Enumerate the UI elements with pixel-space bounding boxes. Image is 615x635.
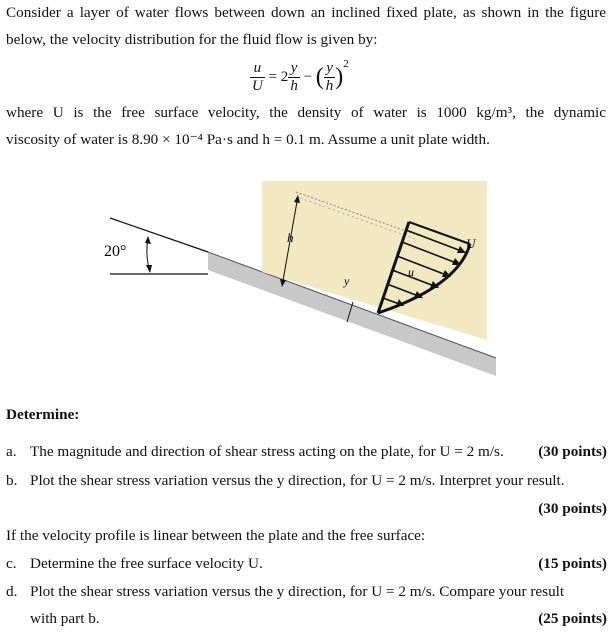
angle-arrow-bottom	[146, 265, 152, 273]
eq-minus: −	[303, 68, 313, 85]
where-line-1: where U is the free surface velocity, the density of water is 1000 kg/m³, the dynamic	[6, 104, 606, 121]
eq-term1-den: h	[290, 78, 298, 94]
part-a-text: The magnitude and direction of shear stress acting on the plate, for U = 2 m/s.	[30, 443, 504, 460]
eq-lhs-num: u	[253, 60, 262, 76]
part-d-text-2: with part b.	[30, 610, 100, 627]
part-b-label: b.	[6, 472, 18, 489]
determine-heading: Determine:	[6, 406, 80, 423]
part-d	[6, 583, 564, 601]
eq-exponent: 2	[343, 57, 349, 70]
where-line-2: viscosity of water is 8.90 × 10⁻⁴ Pa·s and h = 0.1 m. Assume a unit plate width.	[6, 131, 490, 148]
linear-intro: If the velocity profile is linear between the plate and the free surface:	[6, 527, 426, 544]
U-label: U	[466, 236, 476, 251]
eq-lhs-den: U	[252, 78, 263, 94]
part-c-points: (15 points)	[538, 555, 607, 572]
part-c-label: c.	[6, 555, 17, 572]
eq-coef: = 2	[268, 68, 289, 85]
part-b	[6, 472, 565, 490]
part-c	[6, 555, 263, 573]
angle-label: 20°	[104, 243, 127, 260]
part-d-text: Plot the shear stress variation versus the y direction, for U = 2 m/s. Compare your result	[30, 583, 565, 600]
part-b-text: Plot the shear stress variation versus the y direction, for U = 2 m/s. Interpret your result.	[30, 472, 565, 489]
intro-line-2: below, the velocity distribution for the fluid flow is given by:	[6, 31, 378, 48]
u-label: u	[408, 265, 414, 279]
velocity-equation: $\frac{u}{U}$ = 2 $\frac{y}{h}$ − ( $\frac{y}{h}$ )$^2$	[252, 57, 349, 94]
part-b-points: (30 points)	[538, 500, 607, 517]
y-label: y	[344, 274, 350, 288]
angle-arrow-top	[145, 236, 151, 244]
part-d-points: (25 points)	[538, 610, 607, 627]
eq-term2-num: y	[326, 60, 333, 76]
intro-line-1: Consider a layer of water flows between down an inclined fixed plate, as shown in the figure	[6, 4, 606, 21]
part-c-text: Determine the free surface velocity U.	[30, 555, 263, 572]
part-d-cont	[6, 610, 100, 628]
part-a-label: a.	[6, 443, 17, 460]
eq-term1-num: y	[290, 60, 298, 76]
part-a-points: (30 points)	[538, 443, 607, 460]
h-label: h	[287, 230, 294, 245]
part-d-label: d.	[6, 583, 18, 600]
part-a	[6, 443, 504, 461]
eq-term2-den: h	[325, 78, 334, 94]
